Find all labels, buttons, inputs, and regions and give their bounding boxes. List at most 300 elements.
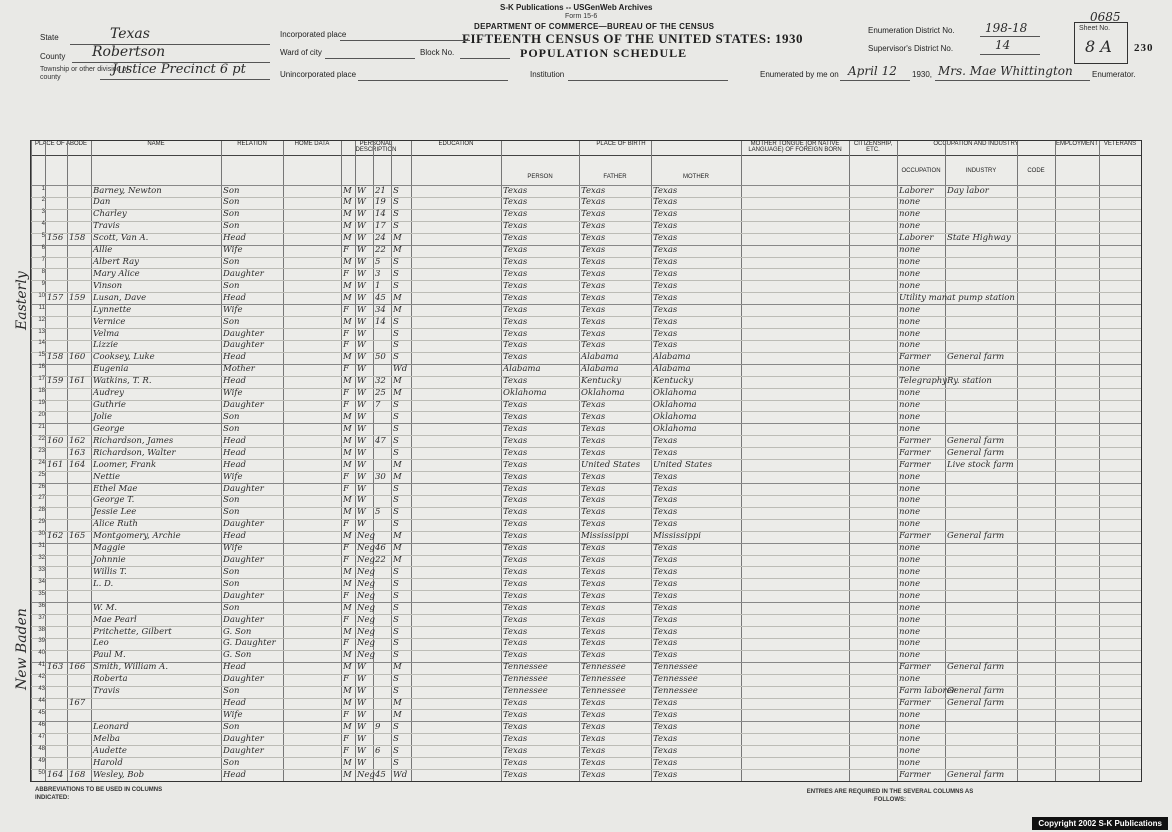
pob-person-col: Texas xyxy=(503,435,528,446)
relation-col: Head xyxy=(223,662,246,673)
race-col: W xyxy=(357,268,366,279)
census-title: FIFTEENTH CENSUS OF THE UNITED STATES: 1930 xyxy=(462,31,804,46)
name-col: George xyxy=(93,423,125,434)
pob-person-col: Texas xyxy=(503,614,528,625)
pob-father-col: Texas xyxy=(581,411,606,422)
rownum: 39 xyxy=(38,638,45,645)
enumeration-value: 198-18 xyxy=(985,21,1028,35)
pob-father-col: Alabama xyxy=(581,352,619,363)
section-header: PERSONAL DESCRIPTION xyxy=(341,141,411,156)
age-col: 5 xyxy=(375,257,381,268)
sex-col: M xyxy=(343,531,352,542)
marital-col: S xyxy=(393,185,399,196)
rownum: 9 xyxy=(41,280,45,287)
pob-father-col: Oklahoma xyxy=(581,388,625,399)
race-col: W xyxy=(357,459,366,470)
birth-subheader: PERSON xyxy=(527,174,553,180)
occupation-col: none xyxy=(899,268,921,279)
sex-col: M xyxy=(343,757,352,768)
pob-father-col: Texas xyxy=(581,257,606,268)
occupation-col: Laborer xyxy=(899,185,934,196)
name-col: Audrey xyxy=(93,388,124,399)
township-value: Justice Precinct 6 pt xyxy=(112,62,246,77)
relation-col: Head xyxy=(223,459,246,470)
relation-col: Daughter xyxy=(223,614,264,625)
pob-father-col: Texas xyxy=(581,280,606,291)
occupation-subheader: CODE xyxy=(1027,168,1045,174)
dwelling-col: 162 xyxy=(47,531,64,542)
dwelling-col: 157 xyxy=(47,292,64,303)
family-col: 162 xyxy=(69,435,86,446)
rownum: 29 xyxy=(38,519,45,526)
marital-col: M xyxy=(393,543,402,554)
marital-col: S xyxy=(393,495,399,506)
pob-mother-col: Texas xyxy=(653,340,678,351)
marital-col: S xyxy=(393,745,399,756)
relation-col: Daughter xyxy=(223,483,264,494)
occupation-col: none xyxy=(899,733,921,744)
pob-person-col: Texas xyxy=(503,507,528,518)
sex-col: M xyxy=(343,459,352,470)
sex-col: M xyxy=(343,316,352,327)
race-col: Neg xyxy=(357,638,375,649)
rownum: 32 xyxy=(38,555,45,562)
name-col: Harold xyxy=(93,757,123,768)
race-col: W xyxy=(357,328,366,339)
race-col: W xyxy=(357,686,366,697)
rownum: 50 xyxy=(38,769,45,776)
pob-person-col: Texas xyxy=(503,400,528,411)
race-col: W xyxy=(357,447,366,458)
occupation-col: Utility man xyxy=(899,292,948,303)
race-col: W xyxy=(357,698,366,709)
sex-col: M xyxy=(343,423,352,434)
relation-col: Daughter xyxy=(223,340,264,351)
pob-mother-col: Texas xyxy=(653,709,678,720)
dwelling-col: 164 xyxy=(47,769,64,780)
marital-col: M xyxy=(393,292,402,303)
rownum: 1 xyxy=(41,185,45,192)
marital-col: S xyxy=(393,340,399,351)
pob-mother-col: Texas xyxy=(653,769,678,780)
enumerated-label: Enumerated by me on xyxy=(760,70,839,79)
pob-mother-col: Texas xyxy=(653,543,678,554)
marital-col: S xyxy=(393,650,399,661)
pob-mother-col: Texas xyxy=(653,650,678,661)
occupation-col: none xyxy=(899,197,921,208)
occupation-col: none xyxy=(899,400,921,411)
race-col: W xyxy=(357,733,366,744)
occupation-col: none xyxy=(899,209,921,220)
race-col: W xyxy=(357,364,366,375)
family-col: 158 xyxy=(69,233,86,244)
race-col: W xyxy=(357,209,366,220)
rownum: 27 xyxy=(38,495,45,502)
relation-col: G. Son xyxy=(223,650,252,661)
pob-mother-col: Texas xyxy=(653,614,678,625)
section-header: RELATION xyxy=(221,141,283,156)
pob-person-col: Texas xyxy=(503,185,528,196)
rownum: 13 xyxy=(38,328,45,335)
birth-subheader: FATHER xyxy=(603,174,627,180)
marital-col: M xyxy=(393,459,402,470)
race-col: W xyxy=(357,483,366,494)
pob-person-col: Texas xyxy=(503,578,528,589)
sex-col: M xyxy=(343,411,352,422)
name-col: Johnnie xyxy=(93,555,126,566)
sex-col: F xyxy=(343,614,349,625)
occupation-col: none xyxy=(899,555,921,566)
industry-col: Live stock farm xyxy=(947,459,1014,470)
occupation-col: none xyxy=(899,507,921,518)
occupation-col: none xyxy=(899,566,921,577)
relation-col: Wife xyxy=(223,388,243,399)
pob-father-col: Kentucky xyxy=(581,376,622,387)
age-col: 46 xyxy=(375,543,386,554)
occupation-col: none xyxy=(899,280,921,291)
rownum: 30 xyxy=(38,531,45,538)
pob-father-col: Texas xyxy=(581,709,606,720)
race-col: W xyxy=(357,197,366,208)
pob-father-col: Alabama xyxy=(581,364,619,375)
occupation-col: none xyxy=(899,328,921,339)
occupation-col: none xyxy=(899,650,921,661)
marital-col: S xyxy=(393,257,399,268)
pob-mother-col: Oklahoma xyxy=(653,411,697,422)
marital-col: S xyxy=(393,328,399,339)
sex-col: M xyxy=(343,257,352,268)
incorporated-label: Incorporated place xyxy=(280,30,347,39)
census-grid xyxy=(30,140,1142,782)
industry-col: Day labor xyxy=(947,185,989,196)
name-col: Leonard xyxy=(93,721,129,732)
department-title: DEPARTMENT OF COMMERCE—BUREAU OF THE CENSUS xyxy=(474,22,715,31)
name-col: Travis xyxy=(93,686,120,697)
pob-mother-col: Texas xyxy=(653,292,678,303)
age-col: 6 xyxy=(375,745,381,756)
sex-col: F xyxy=(343,674,349,685)
enumerated-year: 1930, xyxy=(912,70,933,79)
rownum: 49 xyxy=(38,757,45,764)
sex-col: F xyxy=(343,400,349,411)
sex-col: F xyxy=(343,483,349,494)
occupation-col: Farmer xyxy=(899,447,931,458)
sex-col: F xyxy=(343,590,349,601)
rownum: 26 xyxy=(38,483,45,490)
pob-father-col: Texas xyxy=(581,328,606,339)
rownum: 43 xyxy=(38,686,45,693)
marital-col: S xyxy=(393,316,399,327)
age-col: 14 xyxy=(375,316,386,327)
pob-mother-col: Alabama xyxy=(653,364,691,375)
pob-father-col: Texas xyxy=(581,745,606,756)
schedule-title: POPULATION SCHEDULE xyxy=(520,46,688,60)
occupation-col: none xyxy=(899,519,921,530)
section-header: MOTHER TONGUE (OR NATIVE LANGUAGE) OF FOREIGN BORN xyxy=(741,141,849,156)
county-label: County xyxy=(40,52,66,61)
pob-mother-col: Texas xyxy=(653,257,678,268)
marital-col: Wd xyxy=(393,364,408,375)
race-col: W xyxy=(357,662,366,673)
enumerator-label: Enumerator. xyxy=(1092,70,1136,79)
industry-col: General farm xyxy=(947,447,1005,458)
rownum: 34 xyxy=(38,578,45,585)
name-col: Richardson, Walter xyxy=(93,447,176,458)
pob-mother-col: Texas xyxy=(653,483,678,494)
marital-col: S xyxy=(393,483,399,494)
relation-col: Head xyxy=(223,292,246,303)
marital-col: M xyxy=(393,233,402,244)
relation-col: Son xyxy=(223,578,240,589)
name-col: Barney, Newton xyxy=(93,185,162,196)
occupation-col: none xyxy=(899,411,921,422)
rownum: 5 xyxy=(41,233,45,240)
marital-col: M xyxy=(393,698,402,709)
rownum: 24 xyxy=(38,459,45,466)
marital-col: S xyxy=(393,197,399,208)
sheet-label: Sheet No. xyxy=(1079,25,1111,32)
race-col: Neg xyxy=(357,555,375,566)
pob-father-col: Texas xyxy=(581,590,606,601)
township-label: Township or other division of county xyxy=(40,66,129,81)
age-col: 1 xyxy=(375,280,381,291)
relation-col: Son xyxy=(223,495,240,506)
race-col: W xyxy=(357,245,366,256)
relation-col: Wife xyxy=(223,543,243,554)
occupation-col: none xyxy=(899,602,921,613)
name-col: L. D. xyxy=(93,578,114,589)
race-col: W xyxy=(357,257,366,268)
pob-person-col: Tennessee xyxy=(503,674,548,685)
footer xyxy=(30,782,1140,824)
sex-col: F xyxy=(343,245,349,256)
pob-person-col: Texas xyxy=(503,411,528,422)
sex-col: F xyxy=(343,304,349,315)
rownum: 20 xyxy=(38,411,45,418)
pob-father-col: Texas xyxy=(581,566,606,577)
marital-col: M xyxy=(393,471,402,482)
pob-father-col: Texas xyxy=(581,423,606,434)
occupation-col: none xyxy=(899,257,921,268)
pob-father-col: Texas xyxy=(581,435,606,446)
relation-col: Daughter xyxy=(223,674,264,685)
pob-mother-col: Texas xyxy=(653,566,678,577)
rownum: 44 xyxy=(38,698,45,705)
pob-mother-col: Texas xyxy=(653,280,678,291)
pob-father-col: Texas xyxy=(581,471,606,482)
dwelling-col: 156 xyxy=(47,233,64,244)
sex-col: M xyxy=(343,721,352,732)
section-header: EMPLOYMENT xyxy=(1055,141,1099,156)
name-col: Nettie xyxy=(93,471,121,482)
race-col: W xyxy=(357,185,366,196)
name-col: Vernice xyxy=(93,316,126,327)
marital-col: S xyxy=(393,626,399,637)
sex-col: M xyxy=(343,602,352,613)
sex-col: F xyxy=(343,709,349,720)
pob-mother-col: Texas xyxy=(653,471,678,482)
rownum: 22 xyxy=(38,435,45,442)
age-col: 25 xyxy=(375,388,386,399)
rownum: 31 xyxy=(38,543,45,550)
pob-person-col: Texas xyxy=(503,650,528,661)
occupation-subheader: OCCUPATION xyxy=(901,168,941,174)
pob-person-col: Texas xyxy=(503,245,528,256)
occupation-col: Farmer xyxy=(899,662,931,673)
pob-person-col: Texas xyxy=(503,709,528,720)
relation-col: G. Son xyxy=(223,626,252,637)
name-col: Audette xyxy=(93,745,127,756)
pob-person-col: Tennessee xyxy=(503,686,548,697)
marital-col: S xyxy=(393,447,399,458)
side-note-easterly: Easterly xyxy=(14,271,30,330)
publisher-line: S-K Publications -- USGenWeb Archives xyxy=(500,3,653,12)
pob-father-col: Texas xyxy=(581,221,606,232)
pob-mother-col: Texas xyxy=(653,733,678,744)
name-col: George T. xyxy=(93,495,135,506)
pob-mother-col: Mississippi xyxy=(653,531,701,542)
marital-col: S xyxy=(393,638,399,649)
family-col: 160 xyxy=(69,352,86,363)
pob-father-col: Texas xyxy=(581,626,606,637)
occupation-col: Laborer xyxy=(899,233,934,244)
pob-person-col: Texas xyxy=(503,221,528,232)
pob-father-col: Texas xyxy=(581,316,606,327)
name-col: Melba xyxy=(93,733,120,744)
marital-col: M xyxy=(393,531,402,542)
race-col: W xyxy=(357,292,366,303)
page-number: 230 xyxy=(1134,42,1154,54)
dwelling-col: 158 xyxy=(47,352,64,363)
rownum: 38 xyxy=(38,626,45,633)
name-col: Ethel Mae xyxy=(93,483,138,494)
name-col: Maggie xyxy=(93,543,126,554)
pob-person-col: Texas xyxy=(503,233,528,244)
pob-person-col: Texas xyxy=(503,352,528,363)
name-col: Travis xyxy=(93,221,120,232)
marital-col: S xyxy=(393,733,399,744)
relation-col: Daughter xyxy=(223,733,264,744)
pob-father-col: Texas xyxy=(581,721,606,732)
rownum: 41 xyxy=(38,662,45,669)
relation-col: Son xyxy=(223,411,240,422)
rownum: 47 xyxy=(38,733,45,740)
section-header: HOME DATA xyxy=(283,141,341,156)
age-col: 22 xyxy=(375,555,386,566)
race-col: W xyxy=(357,221,366,232)
relation-col: Daughter xyxy=(223,745,264,756)
race-col: W xyxy=(357,304,366,315)
sex-col: F xyxy=(343,519,349,530)
race-col: Neg xyxy=(357,531,375,542)
family-col: 164 xyxy=(69,459,86,470)
industry-col: State Highway xyxy=(947,233,1011,244)
pob-father-col: Texas xyxy=(581,543,606,554)
occupation-col: none xyxy=(899,709,921,720)
age-col: 47 xyxy=(375,435,386,446)
pob-father-col: Texas xyxy=(581,197,606,208)
relation-col: Head xyxy=(223,376,246,387)
state-label: State xyxy=(40,33,59,42)
sex-col: M xyxy=(343,495,352,506)
race-col: W xyxy=(357,340,366,351)
name-col: Eugenia xyxy=(93,364,129,375)
family-col: 159 xyxy=(69,292,86,303)
relation-col: G. Daughter xyxy=(223,638,276,649)
pob-father-col: Tennessee xyxy=(581,686,626,697)
occupation-col: none xyxy=(899,423,921,434)
pob-person-col: Texas xyxy=(503,555,528,566)
marital-col: Wd xyxy=(393,769,408,780)
sheet-value: 8 A xyxy=(1085,37,1112,56)
sex-col: M xyxy=(343,185,352,196)
sex-col: M xyxy=(343,280,352,291)
family-col: 166 xyxy=(69,662,86,673)
pob-mother-col: Oklahoma xyxy=(653,400,697,411)
race-col: W xyxy=(357,435,366,446)
section-header: EDUCATION xyxy=(411,141,501,156)
marital-col: S xyxy=(393,602,399,613)
family-col: 168 xyxy=(69,769,86,780)
pob-person-col: Texas xyxy=(503,471,528,482)
relation-col: Wife xyxy=(223,304,243,315)
race-col: W xyxy=(357,400,366,411)
enumeration-label: Enumeration District No. xyxy=(868,26,955,35)
rownum: 12 xyxy=(38,316,45,323)
age-col: 30 xyxy=(375,471,386,482)
sex-col: M xyxy=(343,233,352,244)
marital-col: S xyxy=(393,566,399,577)
pob-father-col: Texas xyxy=(581,268,606,279)
pob-person-col: Texas xyxy=(503,328,528,339)
pob-father-col: Texas xyxy=(581,555,606,566)
race-col: W xyxy=(357,709,366,720)
form-number: Form 15-6 xyxy=(565,13,598,20)
sex-col: F xyxy=(343,364,349,375)
rownum: 14 xyxy=(38,340,45,347)
rownum: 15 xyxy=(38,352,45,359)
name-col: Pritchette, Gilbert xyxy=(93,626,172,637)
race-col: Neg xyxy=(357,650,375,661)
sex-col: M xyxy=(343,292,352,303)
pob-father-col: Texas xyxy=(581,483,606,494)
marital-col: S xyxy=(393,674,399,685)
pob-person-col: Texas xyxy=(503,459,528,470)
age-col: 21 xyxy=(375,185,386,196)
section-header: PLACE OF BIRTH xyxy=(501,141,741,156)
industry-col: General farm xyxy=(947,435,1005,446)
block-label: Block No. xyxy=(420,48,455,57)
rownum: 7 xyxy=(41,257,45,264)
occupation-col: none xyxy=(899,364,921,375)
state-value: Texas xyxy=(110,26,150,42)
name-col: Wesley, Bob xyxy=(93,769,145,780)
marital-col: S xyxy=(393,721,399,732)
relation-col: Son xyxy=(223,721,240,732)
pob-mother-col: Texas xyxy=(653,590,678,601)
name-col: Richardson, James xyxy=(93,435,174,446)
occupation-col: none xyxy=(899,245,921,256)
pob-person-col: Oklahoma xyxy=(503,388,547,399)
rownum: 2 xyxy=(41,197,45,204)
name-col: Velma xyxy=(93,328,120,339)
occupation-col: none xyxy=(899,614,921,625)
name-col: Lynnette xyxy=(93,304,132,315)
pob-father-col: Texas xyxy=(581,638,606,649)
occupation-col: none xyxy=(899,745,921,756)
name-col: Loomer, Frank xyxy=(93,459,157,470)
industry-col: General farm xyxy=(947,662,1005,673)
